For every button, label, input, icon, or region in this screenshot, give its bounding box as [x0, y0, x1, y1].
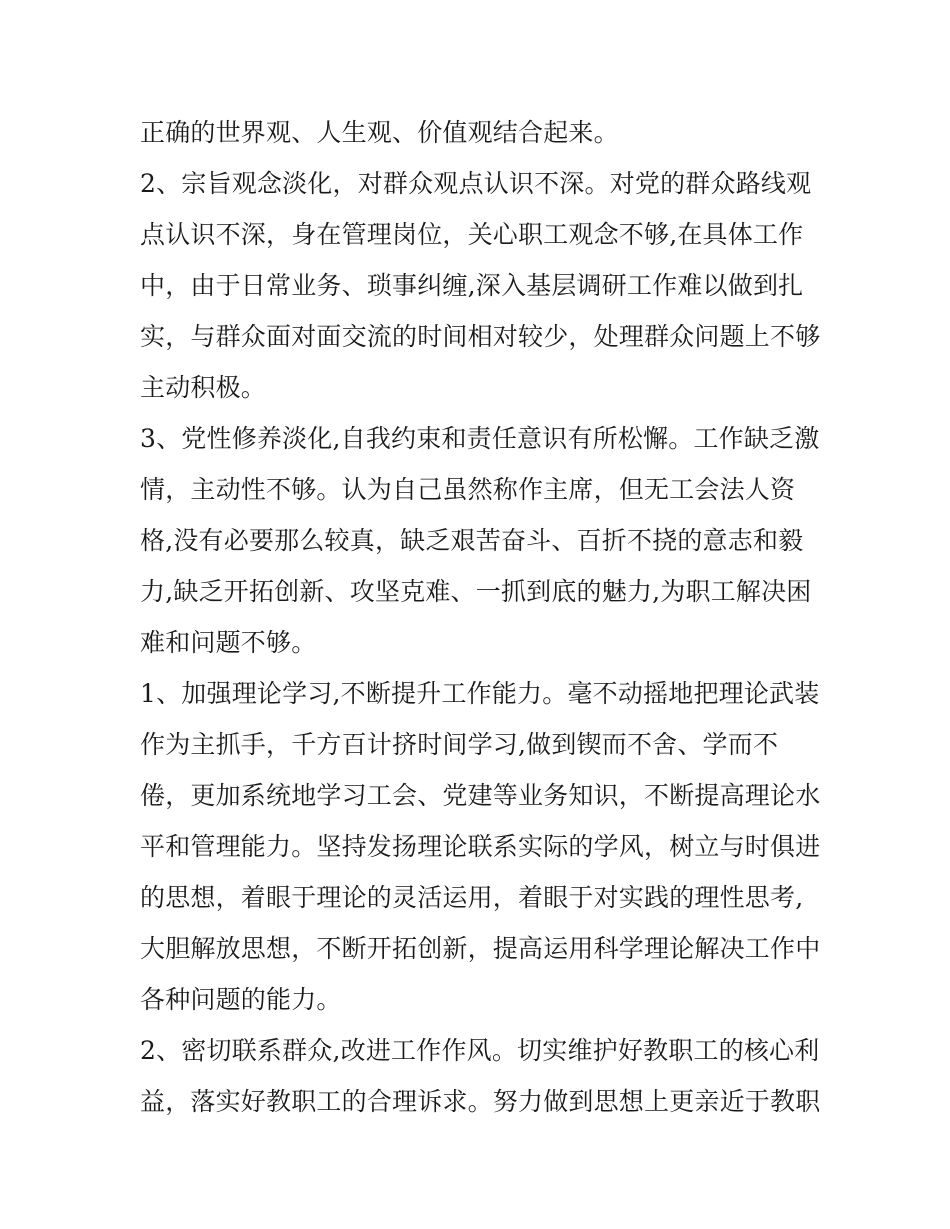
document-body — [140, 107, 821, 1127]
text-line: 难和问题不够。 — [140, 628, 317, 657]
text-line: 实，与群众面对面交流的时间相对较少，处理群众问题上不够 — [140, 322, 821, 351]
text-line: 正确的世界观、人生观、价值观结合起来。 — [140, 118, 619, 147]
text-line: 3、党性修养淡化,自我约束和责任意识有所松懈。工作缺乏激 — [140, 424, 820, 453]
text-line: 大胆解放思想，不断开拓创新，提高运用科学理论解决工作中 — [140, 934, 821, 963]
text-line: 作为主抓手，千方百计挤时间学习,做到锲而不舍、学而不 — [140, 730, 779, 759]
text-line: 主动积极。 — [140, 373, 267, 402]
text-line: 的思想，着眼于理论的灵活运用，着眼于对实践的理性思考, — [140, 883, 804, 912]
text-line: 益，落实好教职工的合理诉求。努力做到思想上更亲近于教职 — [140, 1087, 821, 1116]
text-line: 中，由于日常业务、琐事纠缠,深入基层调研工作难以做到扎 — [140, 271, 804, 300]
text-line: 点认识不深，身在管理岗位，关心职工观念不够,在具体工作 — [140, 220, 804, 249]
text-line: 力,缺乏开拓创新、攻坚克难、一抓到底的魅力,为职工解决困 — [140, 577, 812, 606]
text-line: 格,没有必要那么较真，缺乏艰苦奋斗、百折不挠的意志和毅 — [140, 526, 804, 555]
text-line: 1、加强理论学习,不断提升工作能力。毫不动摇地把理论武装 — [140, 679, 820, 708]
text-line: 2、宗旨观念淡化，对群众观点认识不深。对党的群众路线观 — [140, 169, 812, 198]
text-line: 倦，更加系统地学习工会、党建等业务知识，不断提高理论水 — [140, 781, 821, 810]
text-line: 2、密切联系群众,改进工作作风。切实维护好教职工的核心利 — [140, 1036, 820, 1065]
text-line: 各种问题的能力。 — [140, 985, 342, 1014]
text-line: 平和管理能力。坚持发扬理论联系实际的学风，树立与时俱进 — [140, 832, 821, 861]
text-line: 情，主动性不够。认为自己虽然称作主席，但无工会法人资 — [140, 475, 796, 504]
